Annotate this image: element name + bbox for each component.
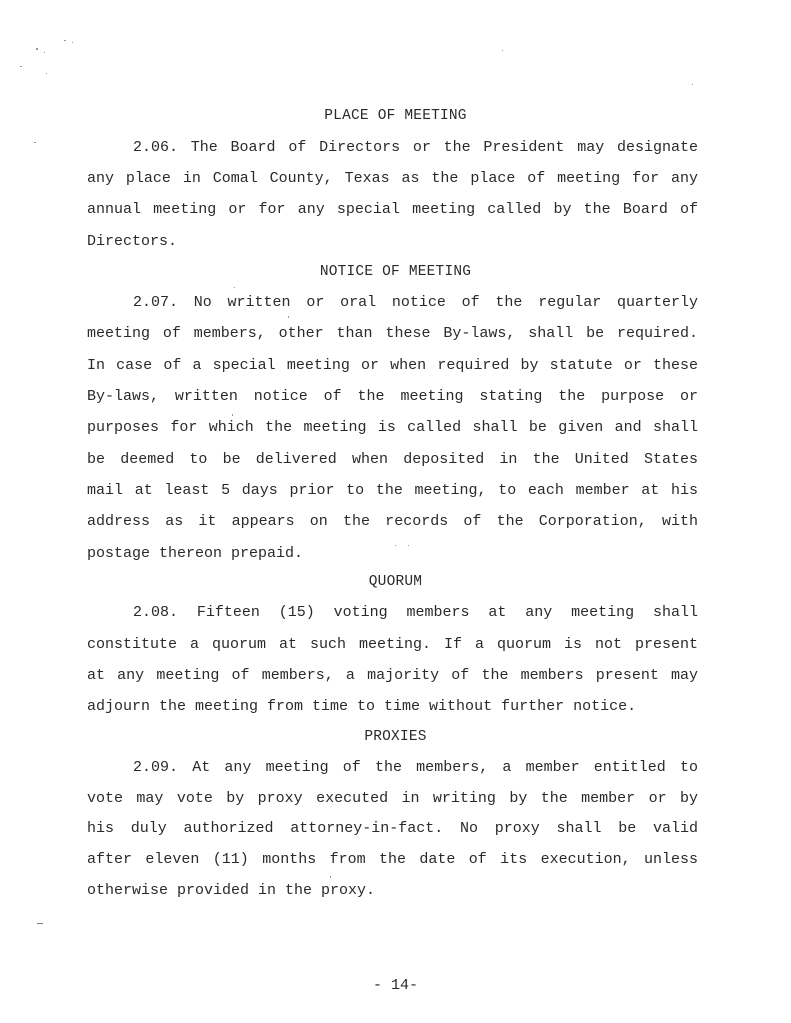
scan-speck: [692, 84, 693, 85]
scan-speck: [36, 48, 38, 50]
paragraph-line: address as it appears on the records of the Corporation, with: [87, 513, 698, 530]
paragraph-line: at any meeting of members, a majority of the members present may: [87, 667, 698, 684]
page-number: - 14-: [372, 977, 418, 994]
paragraph-line: meeting of members, other than these By-laws, shall be required.: [87, 325, 698, 342]
paragraph-line: 2.08. Fifteen (15) voting members at any meeting shall: [133, 604, 698, 621]
paragraph-line: postage thereon prepaid.: [87, 545, 304, 562]
scan-speck: [330, 876, 331, 878]
paragraph-line: annual meeting or for any special meeting called by the Board of: [87, 201, 698, 218]
paragraph-line: purposes for which the meeting is called shall be given and shall: [87, 419, 698, 436]
paragraph-line: mail at least 5 days prior to the meeting, to each member at his: [87, 482, 698, 499]
paragraph-line: constitute a quorum at such meeting. If a quorum is not present: [87, 636, 698, 653]
scan-speck: [64, 40, 66, 41]
paragraph-line: after eleven (11) months from the date of its execution, unless: [87, 851, 698, 868]
paragraph-line: 2.07. No written or oral notice of the regular quarterly: [133, 294, 698, 311]
paragraph-line: vote may vote by proxy executed in writing by the member or by: [87, 790, 698, 807]
paragraph-line: Directors.: [87, 233, 178, 250]
scan-speck: [20, 66, 22, 67]
scan-speck: [232, 414, 233, 416]
paragraph-line: 2.09. At any meeting of the members, a member entitled to: [133, 759, 698, 776]
paragraph-line: his duly authorized attorney-in-fact. No proxy shall be valid: [87, 820, 698, 837]
scan-speck: [234, 287, 235, 288]
paragraph-line: any place in Comal County, Texas as the place of meeting for any: [87, 170, 698, 187]
scan-speck: [288, 316, 289, 318]
section-heading-notice-of-meeting: NOTICE OF MEETING: [319, 264, 472, 280]
paragraph-line: be deemed to be delivered when deposited in the United States: [87, 451, 698, 468]
paragraph-line: By-laws, written notice of the meeting stating the purpose or: [87, 388, 698, 405]
paragraph-line: otherwise provided in the proxy.: [87, 882, 376, 899]
paragraph-line: 2.06. The Board of Directors or the President may designate: [133, 139, 698, 156]
scan-speck: [502, 50, 503, 51]
scan-speck: [72, 42, 73, 43]
paragraph-line: adjourn the meeting from time to time without further notice.: [87, 698, 637, 715]
section-heading-quorum: QUORUM: [368, 574, 423, 590]
scan-speck: [46, 73, 47, 74]
scan-speck: [37, 923, 43, 924]
scan-speck: [395, 545, 396, 546]
scan-speck: [34, 142, 36, 143]
section-heading-place-of-meeting: PLACE OF MEETING: [324, 108, 467, 124]
section-heading-proxies: PROXIES: [364, 729, 427, 745]
scan-speck: [44, 52, 45, 53]
scan-speck: [408, 545, 409, 546]
paragraph-line: In case of a special meeting or when required by statute or these: [87, 357, 698, 374]
